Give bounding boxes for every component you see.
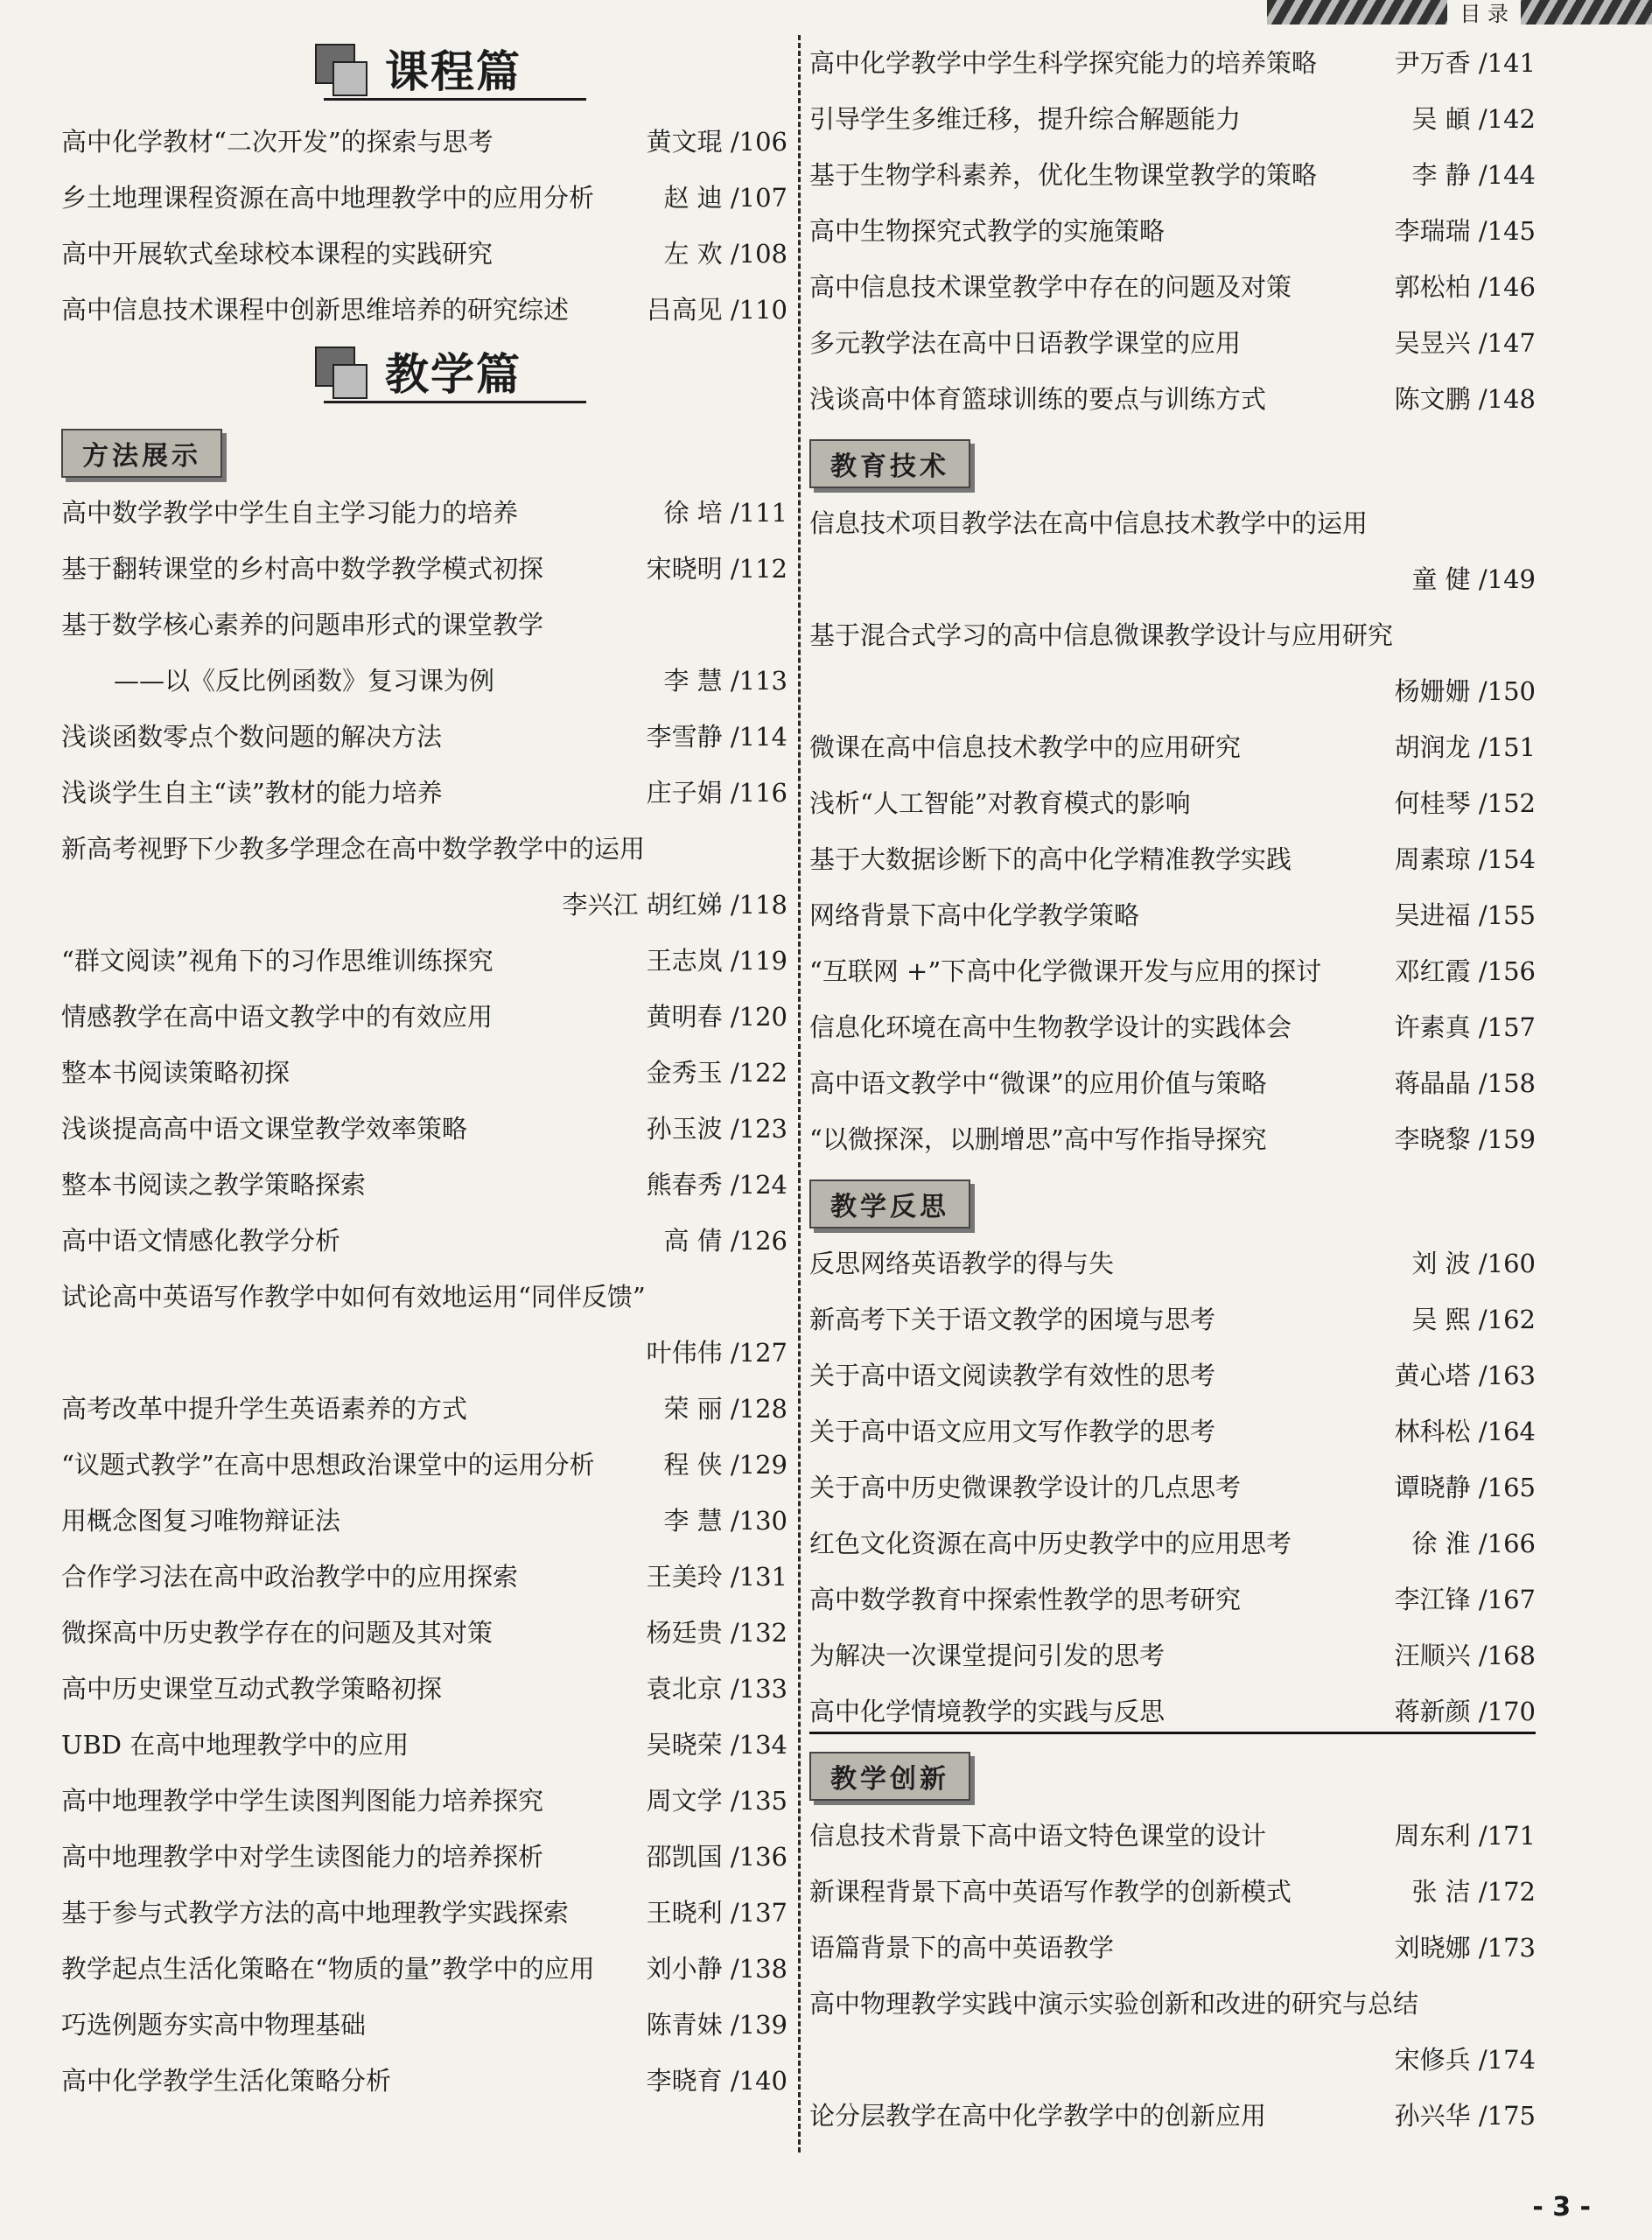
toc-entry[interactable]	[61, 821, 788, 877]
entry-title: 论分层教学在高中化学教学中的创新应用	[809, 2101, 1267, 2131]
reflection-entries	[809, 1236, 1536, 1740]
toc-entry[interactable]	[809, 259, 1536, 315]
toc-entry[interactable]	[61, 653, 788, 709]
curriculum-entries	[61, 114, 788, 338]
toc-entry[interactable]	[809, 999, 1536, 1055]
toc-entry[interactable]	[61, 1437, 788, 1493]
toc-entry[interactable]	[809, 887, 1536, 943]
entry-author-page: 李晓黎 /159	[1394, 1124, 1536, 1154]
entry-title: 关于高中历史微课教学设计的几点思考	[809, 1473, 1242, 1502]
entry-author-page: 李 慧 /113	[663, 666, 788, 696]
entry-title: 浅析“人工智能”对教育模式的影响	[809, 788, 1191, 818]
entry-title: 高中化学教学生活化策略分析	[61, 2066, 392, 2096]
entry-author-page: 李江锋 /167	[1394, 1585, 1536, 1614]
entry-title: 高中数学教学中学生自主学习能力的培养	[61, 498, 519, 528]
toc-entry[interactable]	[61, 1885, 788, 1941]
toc-entry[interactable]	[61, 282, 788, 338]
entry-author-page: 邓红霞 /156	[1394, 956, 1536, 986]
toc-entry[interactable]	[809, 1920, 1536, 1976]
entry-author-page: 黄心塔 /163	[1394, 1361, 1536, 1390]
entry-title: 新课程背景下高中英语写作教学的创新模式	[809, 1877, 1292, 1907]
entry-author-page: 袁北京 /133	[646, 1674, 788, 1704]
entry-title: 基于翻转课堂的乡村高中数学教学模式初探	[61, 554, 544, 584]
toc-entry[interactable]	[809, 607, 1536, 663]
toc-entry[interactable]	[61, 1661, 788, 1717]
toc-entry[interactable]	[809, 203, 1536, 259]
entry-title: 微课在高中信息技术教学中的应用研究	[809, 732, 1242, 762]
toc-entry[interactable]	[809, 2088, 1536, 2144]
entry-title: 信息技术项目教学法在高中信息技术教学中的运用	[809, 508, 1368, 538]
toc-entry[interactable]	[61, 1829, 788, 1885]
right-column	[809, 35, 1536, 2144]
toc-entry[interactable]	[61, 1773, 788, 1829]
entry-author-page: 许素真 /157	[1394, 1012, 1536, 1042]
entry-title: 信息化环境在高中生物教学设计的实践体会	[809, 1012, 1292, 1042]
toc-entry[interactable]	[61, 485, 788, 541]
entry-title: 浅谈函数零点个数问题的解决方法	[61, 722, 443, 752]
entry-author-page: 汪顺兴 /168	[1394, 1641, 1536, 1670]
entry-title: 高中物理教学实践中演示实验创新和改进的研究与总结	[809, 1989, 1419, 2019]
entry-title: 基于混合式学习的高中信息微课教学设计与应用研究	[809, 620, 1394, 650]
entry-author-page: 刘 波 /160	[1411, 1249, 1536, 1278]
toc-entry[interactable]	[61, 114, 788, 170]
entry-author-page: 徐 培 /111	[663, 498, 788, 528]
toc-entry[interactable]	[61, 597, 788, 653]
toc-entry[interactable]	[61, 1493, 788, 1549]
entry-author-page: 刘小静 /138	[646, 1954, 788, 1984]
entry-title: 高中信息技术课程中创新思维培养的研究综述	[61, 295, 570, 325]
entry-title: 高中化学教学中学生科学探究能力的培养策略	[809, 48, 1318, 78]
entry-author-page: 吴昱兴 /147	[1394, 328, 1536, 358]
heading-square-icon	[332, 364, 368, 399]
entry-title: 为解决一次课堂提问引发的思考	[809, 1641, 1166, 1670]
toc-entry[interactable]	[809, 1292, 1536, 1348]
toc-entry[interactable]	[809, 495, 1536, 551]
toc-entry[interactable]	[809, 371, 1536, 427]
toc-entry[interactable]	[61, 1381, 788, 1437]
entry-author-page: 赵 迪 /107	[663, 183, 788, 213]
toc-entry[interactable]	[809, 1864, 1536, 1920]
entry-title: 高中数学教育中探索性教学的思考研究	[809, 1585, 1242, 1614]
entry-author-page: 周东利 /171	[1394, 1821, 1536, 1851]
entry-author-page: 蒋晶晶 /158	[1394, 1068, 1536, 1098]
category-innovation: 教学创新	[809, 1740, 1536, 1808]
toc-entry[interactable]	[61, 989, 788, 1045]
toc-entry[interactable]	[61, 541, 788, 597]
toc-entry[interactable]	[61, 1213, 788, 1269]
toc-entry[interactable]	[61, 1549, 788, 1605]
category-reflection: 教学反思	[809, 1167, 1536, 1236]
toc-entry[interactable]	[61, 2053, 788, 2109]
entry-author-page: 周文学 /135	[646, 1786, 788, 1816]
page-number: - 3 -	[1532, 2192, 1591, 2222]
entry-author-page: 吕高见 /110	[646, 295, 788, 325]
entry-title: “互联网 +”下高中化学微课开发与应用的探讨	[809, 956, 1322, 986]
toc-entry[interactable]	[809, 147, 1536, 203]
entry-title: 高中信息技术课堂教学中存在的问题及对策	[809, 272, 1292, 302]
entry-author-page: 黄文琨 /106	[646, 127, 788, 157]
toc-entry[interactable]	[809, 91, 1536, 147]
toc-entry[interactable]	[809, 315, 1536, 371]
entry-author-page: 孙兴华 /175	[1394, 2101, 1536, 2131]
toc-entry[interactable]	[809, 1572, 1536, 1628]
entry-title: 浅谈学生自主“读”教材的能力培养	[61, 778, 443, 808]
entry-title: “以微探深，以删增思”高中写作指导探究	[809, 1124, 1267, 1154]
toc-entry[interactable]	[809, 1111, 1536, 1167]
toc-entry[interactable]	[61, 1941, 788, 1997]
entry-author-page: 李 慧 /130	[663, 1506, 788, 1536]
left-column	[61, 35, 788, 2109]
toc-entry[interactable]	[809, 1808, 1536, 1864]
entry-author-page: 张 洁 /172	[1411, 1877, 1536, 1907]
entry-title: 高中语文教学中“微课”的应用价值与策略	[809, 1068, 1267, 1098]
toc-entry[interactable]	[61, 765, 788, 821]
entry-author-page: 王美玲 /131	[646, 1562, 788, 1592]
toc-entry[interactable]	[809, 1628, 1536, 1684]
toc-entry[interactable]	[809, 831, 1536, 887]
entry-author-page: 谭晓静 /165	[1394, 1473, 1536, 1502]
toc-entry[interactable]	[61, 170, 788, 226]
entry-author-page: 李雪静 /114	[646, 722, 788, 752]
toc-entry[interactable]	[61, 1717, 788, 1773]
entry-title: 乡土地理课程资源在高中地理教学中的应用分析	[61, 183, 595, 213]
entry-author-page: 林科松 /164	[1394, 1417, 1536, 1446]
entry-author-page: 刘晓娜 /173	[1394, 1933, 1536, 1963]
entry-author-page: 李晓育 /140	[646, 2066, 788, 2096]
entry-author-page: 庄子娟 /116	[646, 778, 788, 808]
entry-title: 多元教学法在高中日语教学课堂的应用	[809, 328, 1242, 358]
entry-title: 高中地理教学中学生读图判图能力培养探究	[61, 1786, 544, 1816]
entry-title: “议题式教学”在高中思想政治课堂中的运用分析	[61, 1450, 595, 1480]
entry-title: 高中历史课堂互动式教学策略初探	[61, 1674, 443, 1704]
column-divider	[798, 35, 801, 2152]
entry-title: 新高考视野下少教多学理念在高中数学教学中的运用	[61, 834, 646, 864]
category-edtech: 教育技术	[809, 427, 1536, 495]
entry-title: 高中地理教学中对学生读图能力的培养探析	[61, 1842, 544, 1872]
entry-author-page: 蒋新颜 /170	[1394, 1697, 1536, 1726]
toc-entry[interactable]	[809, 1516, 1536, 1572]
toc-entry[interactable]	[809, 2032, 1536, 2088]
entry-author-page: 程 侠 /129	[663, 1450, 788, 1480]
entry-author-page: 熊春秀 /124	[646, 1170, 788, 1200]
toc-entry[interactable]	[61, 1997, 788, 2053]
toc-entry[interactable]	[809, 35, 1536, 91]
entry-title: 引导学生多维迁移，提升综合解题能力	[809, 104, 1242, 134]
entry-author-page: 宋晓明 /112	[646, 554, 788, 584]
toc-entry[interactable]	[61, 877, 788, 933]
toc-entry[interactable]	[809, 1976, 1536, 2032]
entry-title: 关于高中语文阅读教学有效性的思考	[809, 1361, 1216, 1390]
entry-author-page: 杨姗姗 /150	[1394, 676, 1536, 706]
entry-author-page: 王晓利 /137	[646, 1898, 788, 1928]
toc-entry[interactable]	[61, 1325, 788, 1381]
entry-title: 高中生物探究式教学的实施策略	[809, 216, 1166, 246]
toc-entry[interactable]	[809, 943, 1536, 999]
toc-entry[interactable]	[61, 1045, 788, 1101]
entry-title: 基于生物学科素养，优化生物课堂教学的策略	[809, 160, 1318, 190]
entry-title: 巧选例题夯实高中物理基础	[61, 2010, 367, 2040]
method-entries	[61, 485, 788, 2109]
entry-title: 红色文化资源在高中历史教学中的应用思考	[809, 1529, 1292, 1558]
toc-entry[interactable]	[61, 933, 788, 989]
entry-title: “群文阅读”视角下的习作思维训练探究	[61, 946, 494, 976]
entry-title: 高中开展软式垒球校本课程的实践研究	[61, 239, 494, 269]
entry-author-page: 王志岚 /119	[646, 946, 788, 976]
entry-author-page: 黄明春 /120	[646, 1002, 788, 1032]
entry-title: 基于大数据诊断下的高中化学精准教学实践	[809, 844, 1292, 874]
entry-author-page: 陈青妹 /139	[646, 2010, 788, 2040]
entry-title: 关于高中语文应用文写作教学的思考	[809, 1417, 1216, 1446]
entry-title: 高考改革中提升学生英语素养的方式	[61, 1394, 468, 1424]
entry-title: 新高考下关于语文教学的困境与思考	[809, 1305, 1216, 1334]
toc-entry[interactable]	[809, 1055, 1536, 1111]
entry-title: 高中语文情感化教学分析	[61, 1226, 341, 1256]
entry-title: 信息技术背景下高中语文特色课堂的设计	[809, 1821, 1267, 1851]
toc-entry[interactable]	[61, 226, 788, 282]
entry-author-page: 李瑞瑞 /145	[1394, 216, 1536, 246]
toc-entry[interactable]	[61, 1101, 788, 1157]
toc-entry[interactable]	[809, 775, 1536, 831]
entry-author-page: 吴 熙 /162	[1411, 1305, 1536, 1334]
entry-author-page: 陈文鹏 /148	[1394, 384, 1536, 414]
innovation-entries	[809, 1808, 1536, 2144]
entry-author-page: 吴进福 /155	[1394, 900, 1536, 930]
entry-author-page: 孙玉波 /123	[646, 1114, 788, 1144]
entry-author-page: 何桂琴 /152	[1394, 788, 1536, 818]
handwritten-underline	[809, 1732, 1536, 1734]
entry-author-page: 周素琼 /154	[1394, 844, 1536, 874]
entry-title: 浅谈高中体育篮球训练的要点与训练方式	[809, 384, 1267, 414]
entry-author-page: 叶伟伟 /127	[646, 1338, 788, 1368]
entry-title: 微探高中历史教学存在的问题及其对策	[61, 1618, 494, 1648]
entry-author-page: 李兴江 胡红娣 /118	[562, 890, 788, 920]
entry-author-page: 尹万香 /141	[1394, 48, 1536, 78]
toc-entry[interactable]	[61, 1605, 788, 1661]
entry-author-page: 郭松柏 /146	[1394, 272, 1536, 302]
entry-title: 试论高中英语写作教学中如何有效地运用“同伴反馈”	[61, 1282, 646, 1312]
toc-entry[interactable]	[809, 1684, 1536, 1740]
entry-title: 反思网络英语教学的得与失	[809, 1249, 1115, 1278]
entry-author-page: 杨廷贵 /132	[646, 1618, 788, 1648]
heading-square-icon	[332, 61, 368, 96]
entry-author-page: 徐 淮 /166	[1411, 1529, 1536, 1558]
entry-title: 合作学习法在高中政治教学中的应用探索	[61, 1562, 519, 1592]
entry-author-page: 金秀玉 /122	[646, 1058, 788, 1088]
entry-title: 基于参与式教学方法的高中地理教学实践探索	[61, 1898, 570, 1928]
toc-entry[interactable]	[809, 551, 1536, 607]
entry-title: 情感教学在高中语文教学中的有效应用	[61, 1002, 494, 1032]
toc-entry[interactable]	[61, 1269, 788, 1325]
entry-title: 高中化学教材“二次开发”的探索与思考	[61, 127, 494, 157]
entry-author-page: 邵凯国 /136	[646, 1842, 788, 1872]
section-heading-teaching: 教学篇	[61, 338, 788, 416]
entry-title: 教学起点生活化策略在“物质的量”教学中的应用	[61, 1954, 595, 1984]
header-label: 目 录	[1447, 0, 1521, 27]
toc-entry[interactable]	[809, 663, 1536, 719]
entry-author-page: 童 健 /149	[1411, 564, 1536, 594]
entry-author-page: 李 静 /144	[1411, 160, 1536, 190]
toc-entry[interactable]	[809, 719, 1536, 775]
edtech-entries	[809, 495, 1536, 1167]
category-method: 方法展示	[61, 416, 788, 485]
entry-title: 语篇背景下的高中英语教学	[809, 1933, 1115, 1963]
toc-entry[interactable]	[809, 1236, 1536, 1292]
entry-title: 整本书阅读策略初探	[61, 1058, 290, 1088]
section-heading-curriculum: 课程篇	[61, 35, 788, 114]
entry-title: 高中化学情境教学的实践与反思	[809, 1697, 1166, 1726]
toc-entry[interactable]	[809, 1460, 1536, 1516]
entry-title: 用概念图复习唯物辩证法	[61, 1506, 341, 1536]
entry-title: ——以《反比例函数》复习课为例	[114, 666, 495, 696]
toc-entry[interactable]	[809, 1348, 1536, 1404]
entry-author-page: 胡润龙 /151	[1394, 732, 1536, 762]
toc-entry[interactable]	[809, 1404, 1536, 1460]
entry-author-page: 高 倩 /126	[663, 1226, 788, 1256]
entry-author-page: 左 欢 /108	[663, 239, 788, 269]
entry-title: 浅谈提高高中语文课堂教学效率策略	[61, 1114, 468, 1144]
entry-title: 整本书阅读之教学策略探索	[61, 1170, 367, 1200]
toc-entry[interactable]	[61, 1157, 788, 1213]
entry-author-page: 吴 頔 /142	[1411, 104, 1536, 134]
entry-title: 网络背景下高中化学教学策略	[809, 900, 1140, 930]
entry-author-page: 宋修兵 /174	[1394, 2045, 1536, 2075]
continued-entries	[809, 35, 1536, 427]
entry-title: 基于数学核心素养的问题串形式的课堂教学	[61, 610, 544, 640]
entry-title: UBD 在高中地理教学中的应用	[61, 1730, 410, 1760]
toc-entry[interactable]	[61, 709, 788, 765]
entry-author-page: 吴晓荣 /134	[646, 1730, 788, 1760]
entry-author-page: 荣 丽 /128	[663, 1394, 788, 1424]
